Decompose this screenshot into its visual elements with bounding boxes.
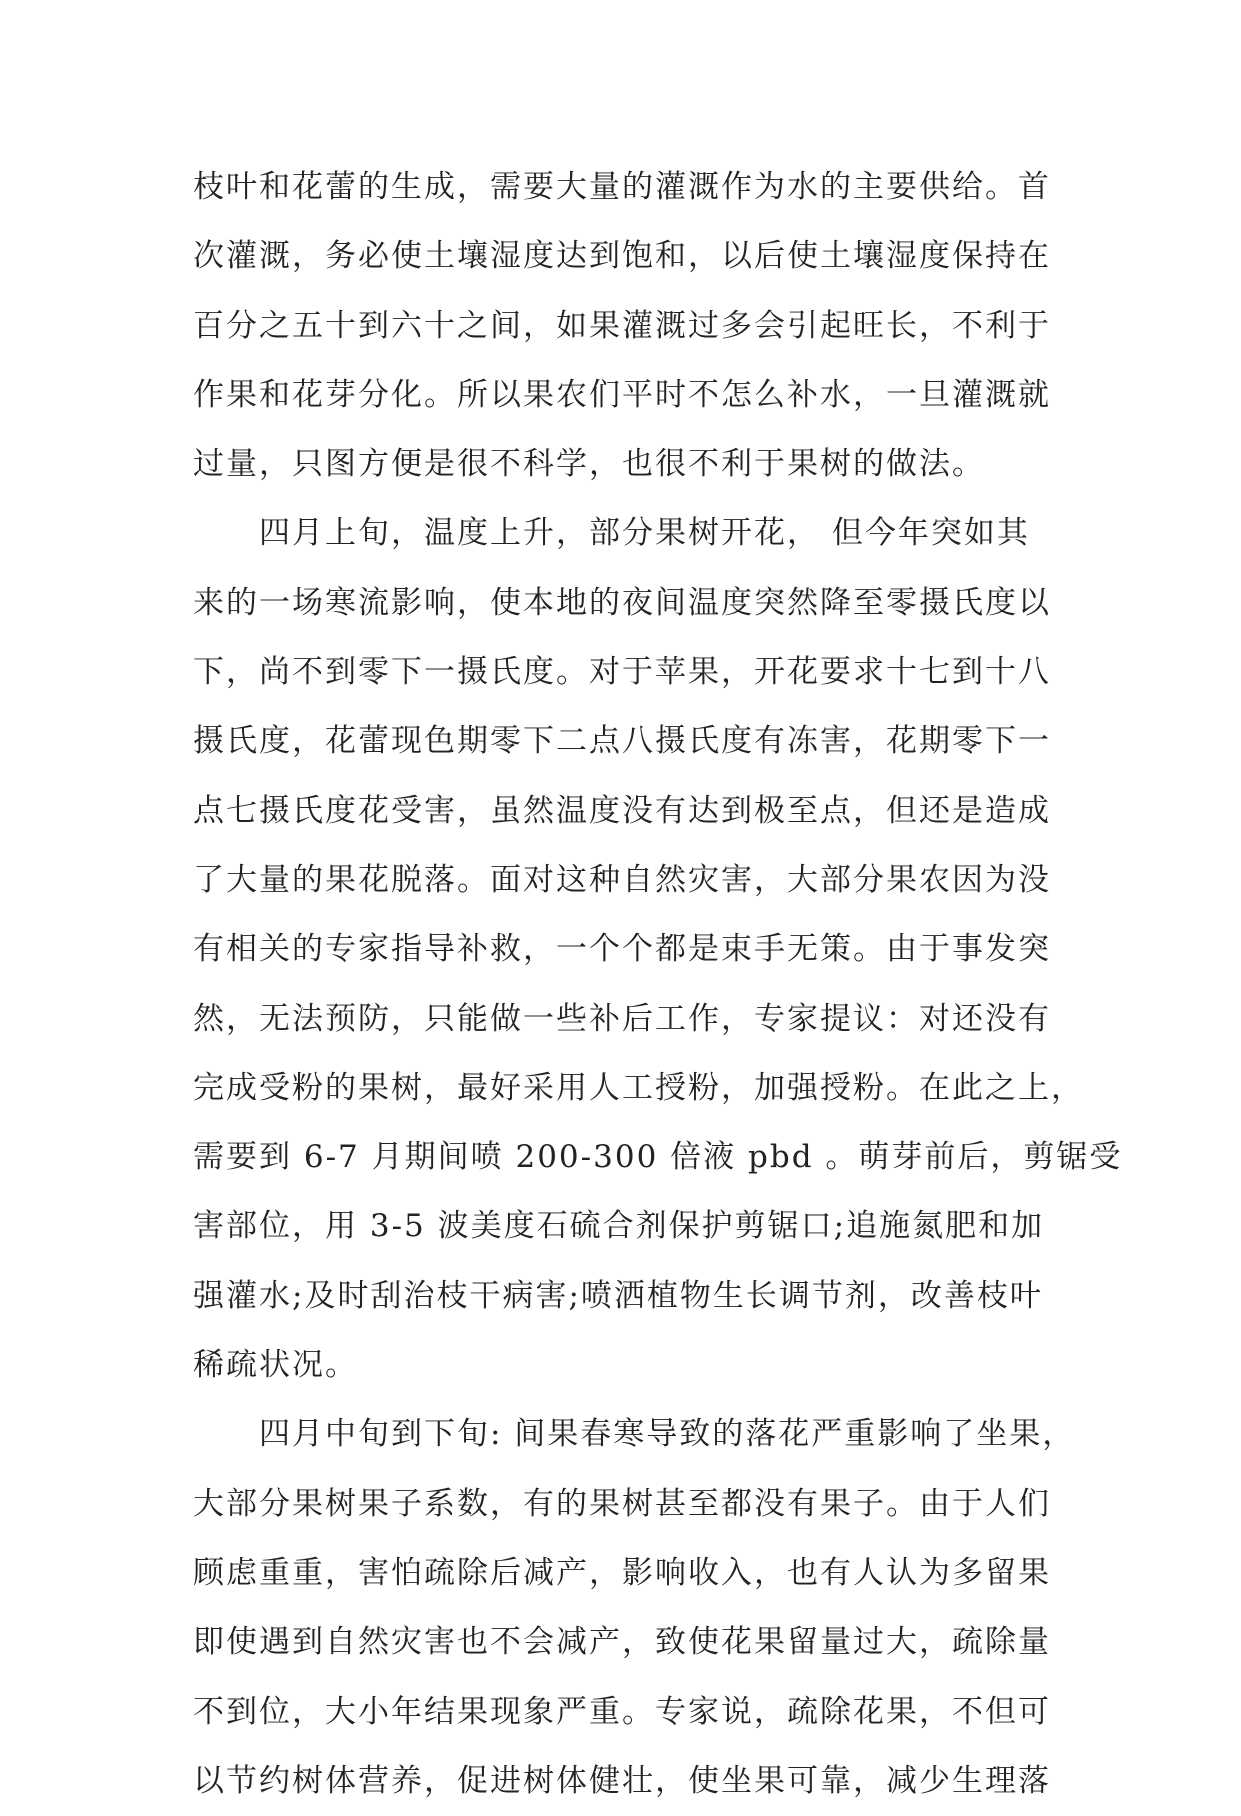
text-line: 大部分果树果子系数，有的果树甚至都没有果子。由于人们: [193, 1485, 1051, 1522]
text-line: 强灌水;及时刮治枝干病害;喷洒植物生长调节剂，改善枝叶: [193, 1277, 1043, 1314]
text-line: 百分之五十到六十之间，如果灌溉过多会引起旺长，不利于: [193, 307, 1051, 344]
text-line: 即使遇到自然灾害也不会减产，致使花果留量过大，疏除量: [193, 1624, 1051, 1661]
text-line: 以节约树体营养，促进树体健壮，使坐果可靠，减少生理落: [193, 1762, 1051, 1799]
text-line: 四月上旬，温度上升，部分果树开花， 但今年突如其: [259, 515, 1030, 552]
text-line: 下，尚不到零下一摄氏度。对于苹果，开花要求十七到十八: [193, 654, 1051, 691]
paragraph-early-april: [193, 499, 1123, 1400]
body-text: [193, 153, 1123, 1816]
text-line: 顾虑重重，害怕疏除后减产，影响收入，也有人认为多留果: [193, 1554, 1051, 1591]
text-line: 点七摄氏度花受害，虽然温度没有达到极至点，但还是造成: [193, 792, 1051, 829]
text-line: 不到位，大小年结果现象严重。专家说，疏除花果，不但可: [193, 1693, 1051, 1730]
text-line: 需要到 6-7 月期间喷 200-300 倍液 pbd 。萌芽前后，剪锯受: [193, 1139, 1123, 1176]
text-line: 稀疏状况。: [193, 1347, 358, 1384]
text-line: 有相关的专家指导补救，一个个都是束手无策。由于事发突: [193, 931, 1051, 968]
text-line: 然，无法预防，只能做一些补后工作，专家提议：对还没有: [193, 1000, 1051, 1037]
text-line: 了大量的果花脱落。面对这种自然灾害，大部分果农因为没: [193, 861, 1051, 898]
text-line: 枝叶和花蕾的生成，需要大量的灌溉作为水的主要供给。首: [193, 169, 1051, 205]
text-line: 来的一场寒流影响，使本地的夜间温度突然降至零摄氏度以: [193, 584, 1051, 621]
text-line: 完成受粉的果树，最好采用人工授粉，加强授粉。在此之上，: [193, 1069, 1084, 1106]
text-line: 次灌溉，务必使土壤湿度达到饱和，以后使土壤湿度保持在: [193, 238, 1051, 275]
text-line: 害部位，用 3-5 波美度石硫合剂保护剪锯口;追施氮肥和加: [193, 1208, 1045, 1245]
text-line: 摄氏度，花蕾现色期零下二点八摄氏度有冻害，花期零下一: [193, 723, 1051, 760]
text-line: 四月中旬到下旬: 间果春寒导致的落花严重影响了坐果，: [259, 1416, 1076, 1453]
paragraph-irrigation: [193, 153, 1055, 499]
text-line: 作果和花芽分化。所以果农们平时不怎么补水，一旦灌溉就: [193, 376, 1051, 413]
text-line: 过量，只图方便是很不科学，也很不利于果树的做法。: [193, 446, 985, 483]
